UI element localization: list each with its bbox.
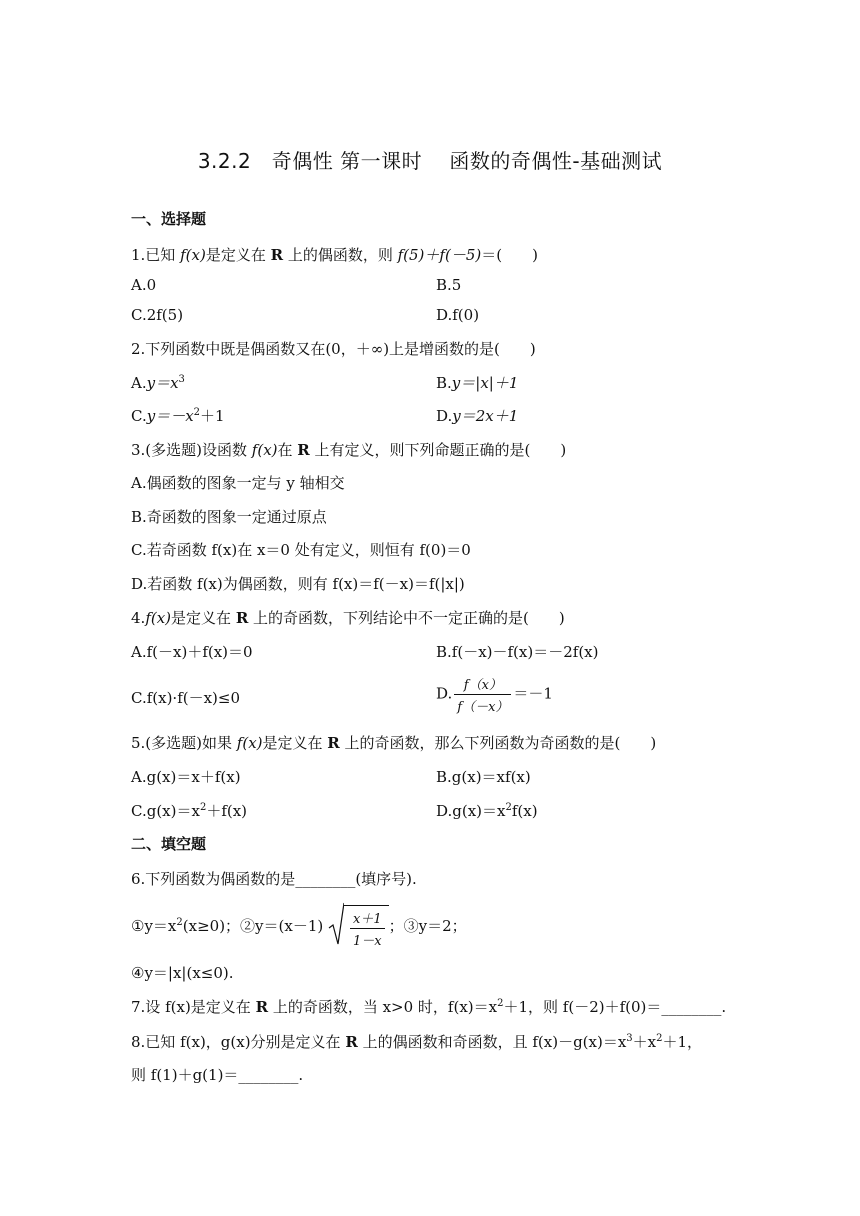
question-8-stem: 8.已知 f(x)，g(x)分别是定义在 R 上的偶函数和奇函数，且 $f(x)-g(x)=x^3+x^2+1$， — [131, 1033, 703, 1051]
question-4-option-a: A.f(－x)＋f(x)＝0 — [131, 643, 253, 661]
question-5-option-d: $D.g(x)=x^2f(x)$ — [436, 802, 538, 820]
question-1-option-a: A.0 — [131, 276, 157, 294]
question-2-option-d: D.y＝2x＋1 — [436, 407, 519, 425]
question-2-option-a: $A.y=x^3$ — [131, 374, 185, 392]
question-1-stem: 1.已知 f(x)是定义在 R 上的偶函数，则 f(5)＋f(－5)＝( ) — [131, 246, 538, 264]
question-1-option-c: C.2f(5) — [131, 306, 184, 324]
question-5-option-c: $C.g(x)=x^2+f(x)$ — [131, 802, 248, 820]
question-3-stem: 3.(多选题)设函数 f(x)在 R 上有定义，则下列命题正确的是( ) — [131, 441, 567, 459]
question-5-option-b: B.g(x)＝xf(x) — [436, 768, 531, 786]
question-3-option-d: D.若函数 f(x)为偶函数，则有 f(x)＝f(－x)＝f(|x|) — [131, 575, 465, 593]
question-1-option-d: D.f(0) — [436, 306, 480, 324]
question-3-option-c: C.若奇函数 f(x)在 x＝0 处有定义，则恒有 f(0)＝0 — [131, 541, 471, 559]
question-4-option-b: B.f(－x)－f(x)＝－2f(x) — [436, 643, 599, 661]
page-title: 3.2.2 奇偶性 第一课时 函数的奇偶性-基础测试 — [197, 149, 663, 173]
question-4-option-d: D. $\frac{f(x)}{f(-x)}$ ＝－1 — [436, 674, 553, 715]
question-3-option-b: B.奇函数的图象一定通过原点 — [131, 508, 327, 526]
section-heading-fill: 二、填空题 — [131, 835, 207, 853]
radical-sign-icon — [328, 902, 344, 946]
square-root: $\frac{x+1}{1-x}$ — [342, 905, 389, 949]
section-heading-choice: 一、选择题 — [131, 210, 207, 228]
question-3-option-a: A.偶函数的图象一定与 y 轴相交 — [131, 474, 345, 492]
question-6-options-1-3: $①y=x^2(x\ge 0)$；②y＝(x－1) $\frac{x+1}{1-x}$ ；③y＝2； — [131, 905, 467, 949]
question-5-option-a: A.g(x)＝x＋f(x) — [131, 768, 241, 786]
question-4-stem: 4.f(x)是定义在 R 上的奇函数，下列结论中不一定正确的是( ) — [131, 609, 565, 627]
question-1-option-b: B.5 — [436, 276, 462, 294]
question-6-stem: 6.下列函数为偶函数的是________(填序号). — [131, 870, 417, 888]
question-7-stem: 7.设 f(x)是定义在 R 上的奇函数，当 x>0 时，$f(x)=x^2+1$，则 f(－2)＋f(0)＝________. — [131, 998, 727, 1016]
question-5-stem: 5.(多选题)如果 f(x)是定义在 R 上的奇函数，那么下列函数为奇函数的是( ) — [131, 734, 657, 752]
question-6-option-4: ④y＝|x|(x≤0). — [131, 964, 234, 982]
question-8-stem-line-2: 则 f(1)＋g(1)＝________. — [131, 1066, 304, 1084]
question-2-option-b: B.y＝|x|＋1 — [436, 374, 519, 392]
question-2-option-c: $C.y=-x^2+1$ — [131, 407, 225, 425]
question-4-option-c: C.f(x)·f(－x)≤0 — [131, 689, 241, 707]
question-2-stem: 2.下列函数中既是偶函数又在(0，＋∞)上是增函数的是( ) — [131, 340, 536, 358]
fraction: $\frac{f(x)}{f(-x)}$ — [454, 674, 511, 715]
